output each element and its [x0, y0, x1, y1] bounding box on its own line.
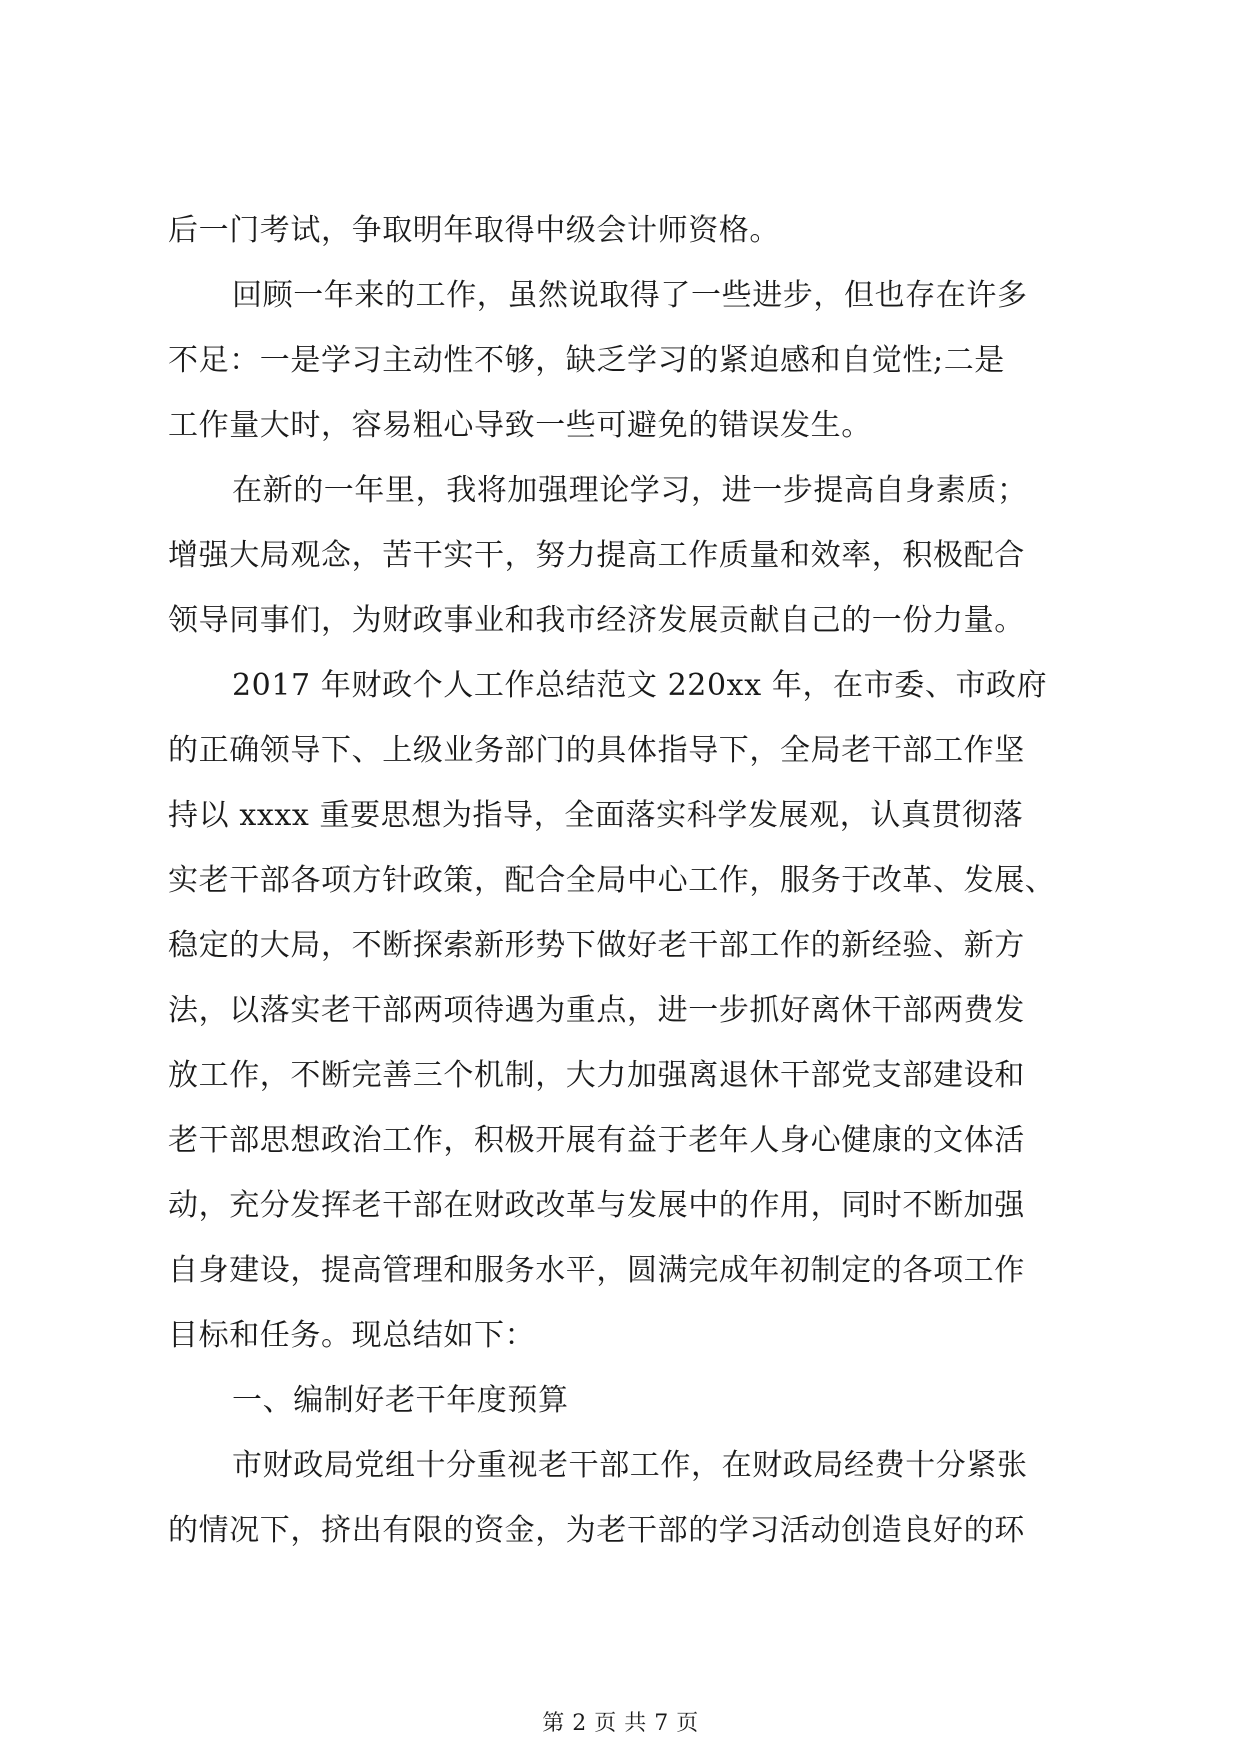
text-line: 自身建设，提高管理和服务水平，圆满完成年初制定的各项工作	[168, 1253, 1025, 1288]
text-line: 在新的一年里，我将加强理论学习，进一步提高自身素质；	[232, 473, 1028, 508]
text-line: 动，充分发挥老干部在财政改革与发展中的作用，同时不断加强	[168, 1188, 1025, 1223]
text-line: 领导同事们，为财政事业和我市经济发展贡献自己的一份力量。	[168, 603, 1025, 638]
text-line: 法，以落实老干部两项待遇为重点，进一步抓好离休干部两费发	[168, 993, 1025, 1028]
text-line: 实老干部各项方针政策，配合全局中心工作，服务于改革、发展、	[168, 863, 1056, 898]
text-line: 老干部思想政治工作，积极开展有益于老年人身心健康的文体活	[168, 1123, 1025, 1158]
text-line: 的正确领导下、上级业务部门的具体指导下，全局老干部工作坚	[168, 733, 1025, 768]
text-line: 目标和任务。现总结如下：	[168, 1318, 536, 1353]
text-line: 的情况下，挤出有限的资金，为老干部的学习活动创造良好的环	[168, 1513, 1025, 1548]
text-line: 不足：一是学习主动性不够，缺乏学习的紧迫感和自觉性;二是	[168, 343, 1005, 378]
text-line: 稳定的大局，不断探索新形势下做好老干部工作的新经验、新方	[168, 928, 1025, 963]
text-line: 回顾一年来的工作，虽然说取得了一些进步，但也存在许多	[232, 278, 1028, 313]
text-line: 市财政局党组十分重视老干部工作，在财政局经费十分紧张	[232, 1448, 1028, 1483]
text-line: 持以 xxxx 重要思想为指导，全面落实科学发展观，认真贯彻落	[168, 798, 1024, 833]
text-line: 2017 年财政个人工作总结范文 220xx 年，在市委、市政府	[232, 668, 1048, 703]
page-number: 第 2 页 共 7 页	[542, 1711, 699, 1736]
text-line: 放工作，不断完善三个机制，大力加强离退休干部党支部建设和	[168, 1058, 1025, 1093]
section-heading: 一、编制好老干年度预算	[232, 1383, 569, 1418]
document-body	[168, 198, 1073, 1563]
text-line: 增强大局观念，苦干实干，努力提高工作质量和效率，积极配合	[168, 538, 1025, 573]
text-line: 工作量大时，容易粗心导致一些可避免的错误发生。	[168, 408, 872, 443]
text-line: 后一门考试，争取明年取得中级会计师资格。	[168, 213, 780, 248]
